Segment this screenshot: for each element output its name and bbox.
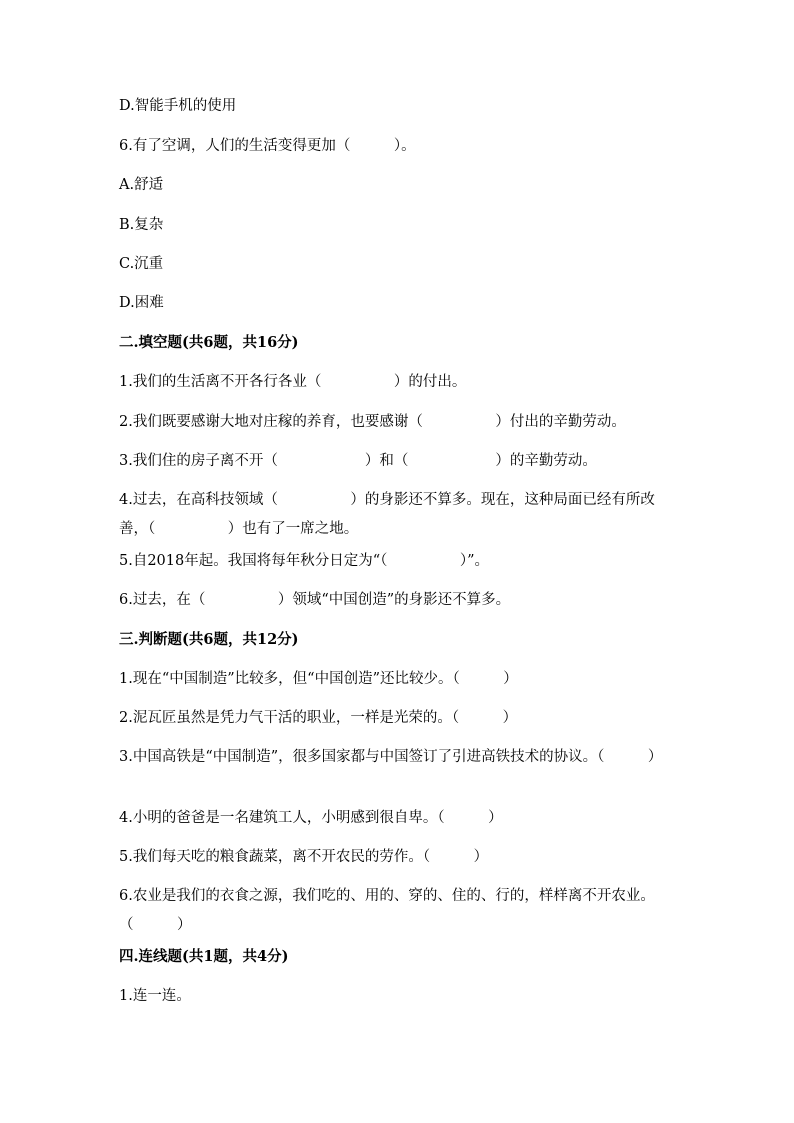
- fill-question-4: 4.过去，在高科技领域（ ）的身影还不算多。现在，这种局面已经有所改善，（ ）也有了一席之地。: [119, 492, 655, 537]
- judge-question-5: 5.我们每天吃的粮食蔬菜，离不开农民的劳作。（ ）: [119, 849, 489, 865]
- section-heading-judgment: 三.判断题(共6题，共12分): [119, 631, 299, 648]
- judge-question-1: 1.现在“中国制造”比较多，但“中国创造”还比较少。（ ）: [119, 671, 518, 687]
- fill-question-1: 1.我们的生活离不开各行各业（ ）的付出。: [119, 374, 467, 390]
- judge-question-3: 3.中国高铁是“中国制造”，很多国家都与中国签订了引进高铁技术的协议。（ ）: [119, 749, 663, 765]
- fill-question-5: 5.自2018年起。我国将每年秋分日定为“（ ）”。: [119, 553, 490, 569]
- matching-question-1: 1.连一连。: [119, 988, 191, 1004]
- fill-question-3: 3.我们住的房子离不开（ ）和（ ）的辛勤劳动。: [119, 453, 597, 469]
- option-b: B.复杂: [119, 217, 164, 233]
- option-c: C.沉重: [119, 256, 164, 272]
- option-d: D.困难: [119, 295, 164, 311]
- section-heading-fill-in: 二.填空题(共6题，共16分): [119, 334, 299, 351]
- judge-question-4: 4.小明的爸爸是一名建筑工人，小明感到很自卑。（ ）: [119, 810, 503, 826]
- judge-question-6: 6.农业是我们的衣食之源，我们吃的、用的、穿的、住的、行的，样样离不开农业。（ ）: [119, 888, 655, 933]
- fill-question-2: 2.我们既要感谢大地对庄稼的养育，也要感谢（ ）付出的辛勤劳动。: [119, 414, 626, 430]
- section-heading-matching: 四.连线题(共1题，共4分): [119, 948, 289, 965]
- option-a: A.舒适: [119, 177, 164, 193]
- question-6-air-conditioning: 6.有了空调，人们的生活变得更加（ ）。: [119, 138, 416, 154]
- judge-question-2: 2.泥瓦匠虽然是凭力气干活的职业，一样是光荣的。（ ）: [119, 710, 518, 726]
- option-d-smartphone: D.智能手机的使用: [119, 98, 237, 114]
- fill-question-6: 6.过去，在（ ）领域“中国创造”的身影还不算多。: [119, 592, 511, 608]
